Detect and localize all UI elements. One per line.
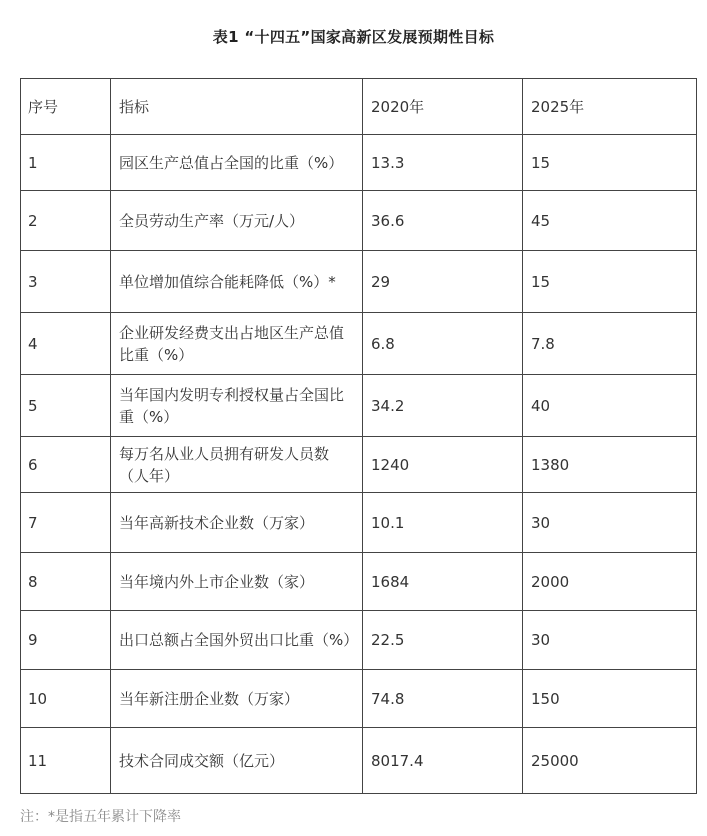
row-2020-cell: 34.2: [363, 375, 523, 437]
table-row: [21, 493, 697, 553]
table-row: [21, 251, 697, 313]
table-row: [21, 375, 697, 437]
row-seq-cell: 1: [21, 135, 111, 191]
row-2025-cell: 40: [523, 375, 697, 437]
row-2020-cell: 22.5: [363, 611, 523, 670]
row-seq-cell: 3: [21, 251, 111, 313]
row-seq-cell: 7: [21, 493, 111, 553]
row-indicator-cell: 技术合同成交额（亿元）: [111, 728, 363, 794]
row-indicator-cell: 出口总额占全国外贸出口比重（%）: [111, 611, 363, 670]
table-row: [21, 191, 697, 251]
row-seq-cell: 8: [21, 553, 111, 611]
table-row: [21, 553, 697, 611]
row-indicator-cell: 单位增加值综合能耗降低（%）*: [111, 251, 363, 313]
row-2025-cell: 2000: [523, 553, 697, 611]
row-indicator-cell: 当年国内发明专利授权量占全国比重（%）: [111, 375, 363, 437]
table-title: 表1 “十四五”国家高新区发展预期性目标: [212, 28, 495, 46]
row-indicator-cell: 当年境内外上市企业数（家）: [111, 553, 363, 611]
row-seq-cell: 11: [21, 728, 111, 794]
row-2025-cell: 25000: [523, 728, 697, 794]
row-2020-cell: 29: [363, 251, 523, 313]
row-2025-cell: 15: [523, 135, 697, 191]
table-row: [21, 611, 697, 670]
row-2025-cell: 150: [523, 670, 697, 728]
row-seq-cell: 5: [21, 375, 111, 437]
row-seq-cell: 9: [21, 611, 111, 670]
row-2025-cell: 30: [523, 611, 697, 670]
targets-table: [20, 78, 697, 794]
row-2025-cell: 30: [523, 493, 697, 553]
row-seq-cell: 4: [21, 313, 111, 375]
header-cell-seq: 序号: [21, 79, 111, 135]
row-2020-cell: 1240: [363, 437, 523, 493]
table-row: [21, 437, 697, 493]
row-2020-cell: 10.1: [363, 493, 523, 553]
table-footnote: 注：*是指五年累计下降率: [20, 809, 181, 825]
row-2020-cell: 6.8: [363, 313, 523, 375]
header-row: [21, 79, 697, 135]
table-row: [21, 313, 697, 375]
row-indicator-cell: 每万名从业人员拥有研发人员数（人年）: [111, 437, 363, 493]
row-2025-cell: 15: [523, 251, 697, 313]
row-seq-cell: 2: [21, 191, 111, 251]
header-cell-2020: 2020年: [363, 79, 523, 135]
row-seq-cell: 6: [21, 437, 111, 493]
row-indicator-cell: 企业研发经费支出占地区生产总值比重（%）: [111, 313, 363, 375]
table-row: [21, 670, 697, 728]
row-indicator-cell: 园区生产总值占全国的比重（%）: [111, 135, 363, 191]
row-2020-cell: 8017.4: [363, 728, 523, 794]
row-2020-cell: 13.3: [363, 135, 523, 191]
row-2025-cell: 1380: [523, 437, 697, 493]
row-2025-cell: 7.8: [523, 313, 697, 375]
header-cell-2025: 2025年: [523, 79, 697, 135]
row-indicator-cell: 当年高新技术企业数（万家）: [111, 493, 363, 553]
row-2020-cell: 1684: [363, 553, 523, 611]
table-row: [21, 728, 697, 794]
table-row: [21, 135, 697, 191]
row-indicator-cell: 全员劳动生产率（万元/人）: [111, 191, 363, 251]
row-2025-cell: 45: [523, 191, 697, 251]
row-seq-cell: 10: [21, 670, 111, 728]
header-cell-indicator: 指标: [111, 79, 363, 135]
row-indicator-cell: 当年新注册企业数（万家）: [111, 670, 363, 728]
row-2020-cell: 74.8: [363, 670, 523, 728]
row-2020-cell: 36.6: [363, 191, 523, 251]
